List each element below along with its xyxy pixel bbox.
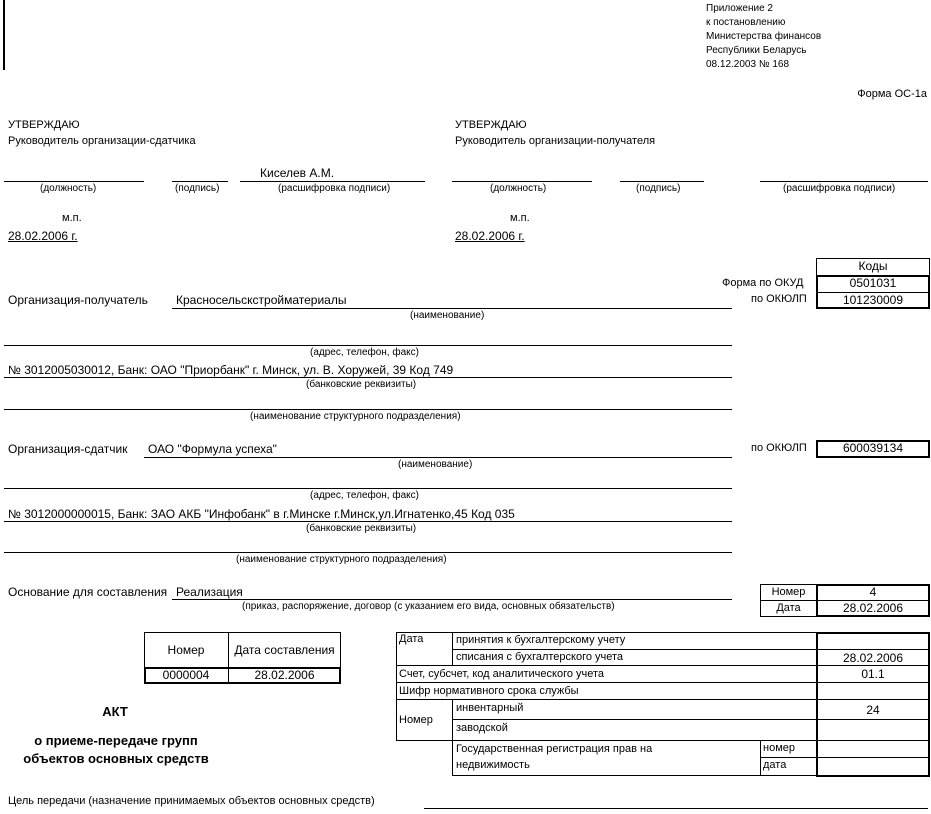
right-table-inventory: инвентарный	[456, 702, 524, 714]
right-table-reg-1: Государственная регистрация прав на	[456, 743, 653, 755]
page-edge-mark	[0, 0, 5, 70]
right-values-div-2	[816, 665, 930, 666]
receiver-name-line	[172, 308, 732, 309]
right-table-accepted: принятия к бухгалтерскому учету	[456, 634, 626, 646]
approve-right-signature-caption: (подпись)	[636, 183, 681, 194]
sender-address-line	[4, 488, 732, 489]
right-table-written-off: списания с бухгалтерского учета	[456, 651, 624, 663]
appendix-line-1: Приложение 2	[706, 3, 773, 14]
right-table-cipher: Шифр нормативного срока службы	[399, 685, 579, 697]
right-table-reg-2: недвижимость	[456, 759, 530, 771]
basis-date-label: Дата	[776, 602, 801, 614]
approve-left-title: УТВЕРЖДАЮ	[8, 119, 80, 131]
doc-table-date: 28.02.2006	[254, 668, 315, 682]
basis-number-value: 4	[869, 585, 877, 599]
sender-dept-caption: (наименование структурного подразделения)	[236, 554, 447, 565]
act-subtitle-2: объектов основных средств	[23, 751, 209, 766]
approve-left-date: 28.02.2006 г.	[8, 229, 78, 243]
approve-left-signature-line	[172, 181, 228, 182]
okulp-value: 101230009	[842, 293, 904, 307]
right-value-inventory: 24	[866, 703, 880, 717]
approve-left-stamp: м.п.	[62, 212, 82, 224]
okud-value-text: 0501031	[849, 276, 897, 290]
doc-table-number: 0000004	[162, 668, 210, 682]
basis-value: Реализация	[176, 585, 243, 599]
receiver-bank-line	[4, 377, 732, 378]
sender-name-caption: (наименование)	[398, 459, 473, 470]
okulp2-label: по ОКЮЛП	[751, 442, 807, 454]
act-subtitle-1: о приеме-передаче групп	[34, 733, 198, 748]
codes-header	[816, 258, 930, 275]
right-value-written-off: 28.02.2006	[842, 651, 904, 665]
approve-left-position-caption: (должность)	[40, 183, 97, 194]
purpose-label: Цель передачи (назначение принимаемых объектов основных средств)	[8, 795, 375, 807]
receiver-address-line	[4, 345, 732, 346]
right-values-div-7	[816, 757, 930, 758]
appendix-line-3: Министерства финансов	[706, 31, 822, 42]
sender-label: Организация-сдатчик	[8, 442, 128, 456]
basis-caption: (приказ, распоряжение, договор (с указанием его вида, основных обязательств)	[242, 601, 615, 612]
okulp2-value: 600039134	[842, 441, 904, 455]
approve-left-name: Киселев А.М.	[260, 166, 335, 180]
right-table-factory: заводской	[456, 722, 508, 734]
receiver-address-caption: (адрес, телефон, факс)	[310, 347, 419, 358]
sender-dept-line	[4, 552, 732, 553]
approve-left-signature-caption: (подпись)	[175, 183, 220, 194]
right-table-reg-date: дата	[763, 759, 787, 771]
form-code: Форма ОС-1а	[857, 88, 927, 100]
right-table-account: Счет, субсчет, код аналитического учета	[399, 668, 605, 680]
receiver-bank-caption: (банковские реквизиты)	[306, 379, 417, 390]
right-values-div-6	[816, 740, 930, 741]
sender-bank-line	[4, 521, 732, 522]
receiver-name: Красносельскстройматериалы	[176, 293, 347, 307]
right-values-div-5	[816, 719, 930, 720]
right-values-div-3	[816, 682, 930, 683]
receiver-bank: № 3012005030012, Банк: ОАО "Приорбанк" г. Минск, ул. В. Хоружей, 39 Код 749	[8, 363, 454, 377]
right-values-div-1	[816, 649, 930, 650]
appendix-line-2: к постановлению	[706, 17, 786, 28]
right-values-div-4	[816, 699, 930, 700]
approve-right-decode-caption: (расшифровка подписи)	[783, 183, 896, 194]
approve-right-decode-line	[760, 181, 928, 182]
approve-left-decode-line	[240, 181, 425, 182]
codes-header-label: Коды	[858, 259, 888, 273]
doc-table-col-date: Дата составления	[234, 643, 335, 657]
sender-bank: № 3012000000015, Банк: ЗАО АКБ "Инфобанк" в г.Минске г.Минск,ул.Игнатенко,45 Код 035	[8, 507, 515, 521]
right-table-reg-number: номер	[763, 742, 795, 754]
approve-right-subtitle: Руководитель организации-получателя	[455, 135, 656, 147]
purpose-line	[424, 808, 928, 809]
receiver-dept-caption: (наименование структурного подразделения)	[250, 411, 461, 422]
basis-number-label: Номер	[771, 586, 806, 598]
approve-left-position-line	[4, 181, 144, 182]
basis-date-value: 28.02.2006	[842, 601, 904, 615]
appendix-line-5: 08.12.2003 № 168	[706, 59, 790, 70]
approve-right-position-caption: (должность)	[490, 183, 547, 194]
act-title: АКТ	[102, 704, 128, 719]
approve-left-decode-caption: (расшифровка подписи)	[278, 183, 391, 194]
right-table-number-label: Номер	[399, 714, 433, 726]
okulp-label: по ОКЮЛП	[751, 293, 807, 305]
sender-bank-caption: (банковские реквизиты)	[306, 523, 417, 534]
approve-left-subtitle: Руководитель организации-сдатчика	[8, 135, 196, 147]
approve-right-position-line	[452, 181, 592, 182]
approve-right-signature-line	[620, 181, 704, 182]
basis-line	[172, 599, 732, 600]
sender-address-caption: (адрес, телефон, факс)	[310, 490, 419, 501]
sender-name: ОАО "Формула успеха"	[148, 442, 277, 456]
right-value-account: 01.1	[861, 667, 885, 681]
receiver-dept-line	[4, 409, 732, 410]
receiver-label: Организация-получатель	[8, 293, 148, 307]
doc-table-col-number: Номер	[167, 643, 205, 657]
receiver-name-caption: (наименование)	[410, 310, 485, 321]
right-table-date-label: Дата	[399, 633, 424, 645]
basis-label: Основание для составления	[8, 585, 168, 599]
appendix-line-4: Республики Беларусь	[706, 45, 807, 56]
approve-right-stamp: м.п.	[510, 212, 530, 224]
approve-right-date: 28.02.2006 г.	[455, 229, 525, 243]
okud-label: Форма по ОКУД	[722, 277, 804, 289]
approve-right-title: УТВЕРЖДАЮ	[455, 119, 527, 131]
sender-name-line	[144, 457, 732, 458]
